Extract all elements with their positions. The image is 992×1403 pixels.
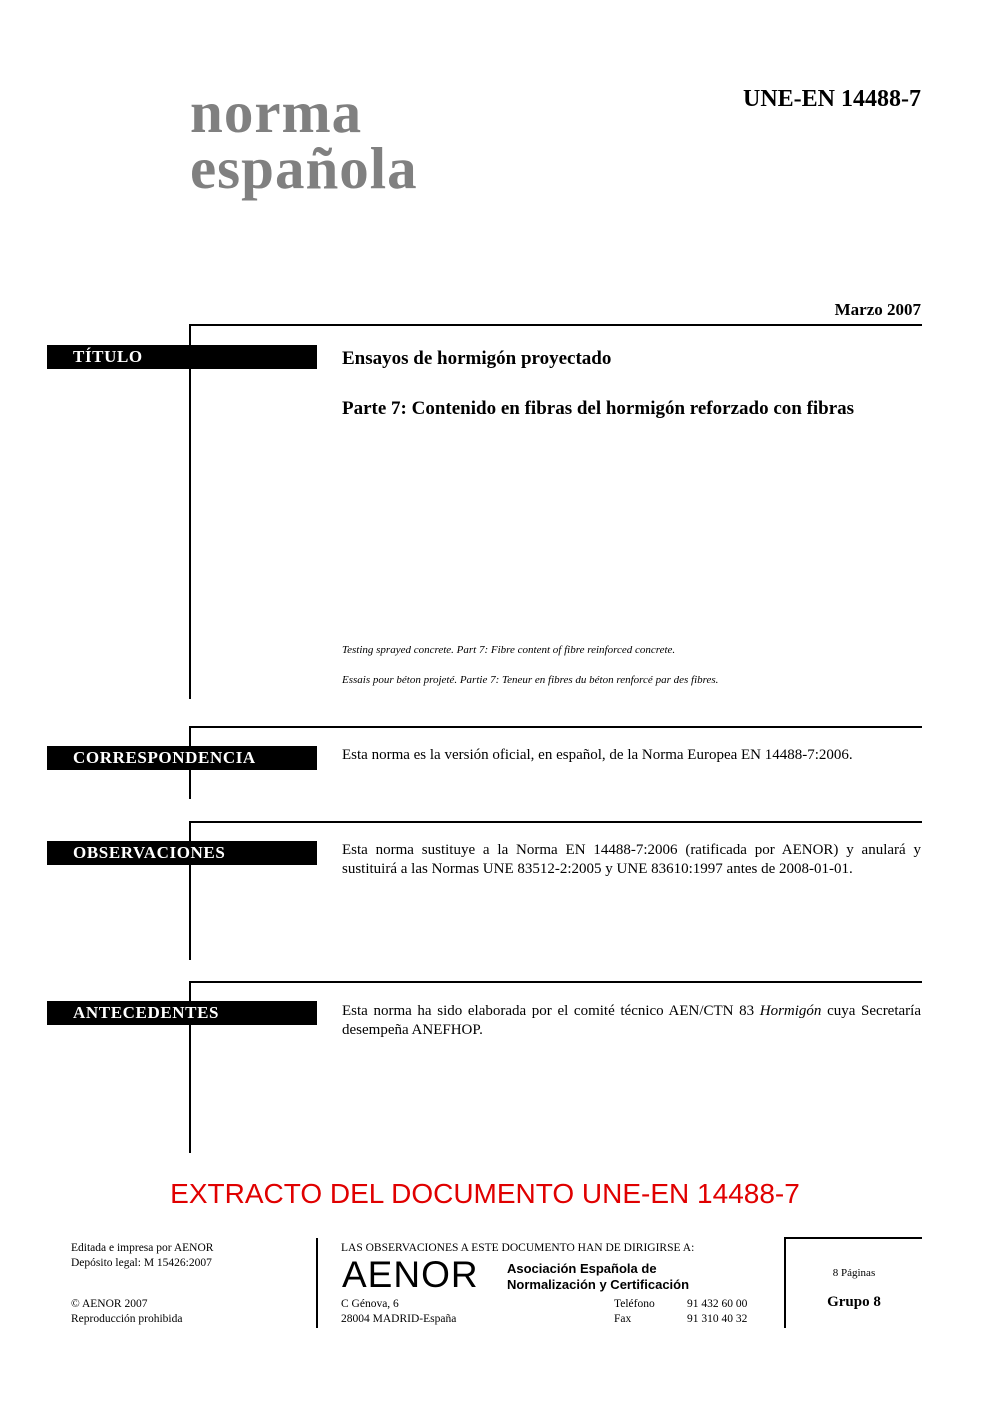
footer-edited: Editada e impresa por AENOR: [71, 1242, 214, 1254]
correspondencia-text: Esta norma es la versión oficial, en español, de la Norma Europea EN 14488-7:2006.: [342, 747, 853, 763]
standard-number: UNE-EN 14488-7: [743, 86, 921, 112]
footer-contact-labels: [614, 1297, 655, 1327]
footer-vrule-left: [316, 1238, 318, 1328]
brand-line2: española: [190, 135, 418, 201]
antecedentes-text: [342, 1002, 921, 1040]
brand-title: [190, 79, 418, 201]
price-group: Grupo 8: [827, 1294, 881, 1310]
aenor-sub-line2: Normalización y Certificación: [507, 1277, 690, 1292]
antecedentes-text-start: Esta norma ha sido elaborada por el comité técnico AEN/CTN 83: [342, 1003, 760, 1019]
footer-copyright-info: [71, 1297, 182, 1327]
observaciones-text: Esta norma sustituye a la Norma EN 14488-7:2006 (ratificada por AENOR) y anulará y sustituirá a las Normas UNE 83512-2:2005 y UNE 83610:1997 antes de 2008-01-01.: [342, 842, 921, 877]
footer-box-top: [784, 1237, 922, 1239]
footer-copyright: © AENOR 2007: [71, 1298, 148, 1310]
title-english: Testing sprayed concrete. Part 7: Fibre content of fibre reinforced concrete.: [342, 644, 676, 656]
footer-box-left: [784, 1237, 786, 1328]
address-line2: 28004 MADRID-España: [341, 1313, 457, 1325]
label-antecedentes: ANTECEDENTES: [47, 1001, 317, 1025]
footer-reproduction: Reproducción prohibida: [71, 1313, 183, 1325]
extract-notice: EXTRACTO DEL DOCUMENTO UNE-EN 14488-7: [170, 1178, 800, 1209]
label-observaciones: OBSERVACIONES: [47, 841, 317, 865]
footer-address: [341, 1297, 456, 1327]
footer-edition-info: [71, 1241, 213, 1271]
vrule-titulo: [189, 324, 191, 699]
divider-correspondencia: [189, 726, 922, 728]
divider-titulo: [189, 324, 922, 326]
footer-deposit: Depósito legal: M 15426:2007: [71, 1257, 212, 1269]
phone-label: Teléfono: [614, 1298, 655, 1310]
aenor-sub-line1: Asociación Española de: [507, 1261, 657, 1276]
address-line1: C Génova, 6: [341, 1298, 399, 1310]
fax-label: Fax: [614, 1313, 632, 1325]
footer-contact-values: [687, 1297, 747, 1327]
phone-number: 91 432 60 00: [687, 1298, 748, 1310]
divider-antecedentes: [189, 981, 922, 983]
footer-observations-header: LAS OBSERVACIONES A ESTE DOCUMENTO HAN DE DIRIGIRSE A:: [341, 1242, 695, 1254]
publication-date: Marzo 2007: [834, 300, 921, 319]
aenor-logo-subtitle: [507, 1261, 689, 1293]
document-title: Ensayos de hormigón proyectado: [342, 348, 612, 369]
label-titulo: TÍTULO: [47, 345, 317, 369]
title-french: Essais pour béton projeté. Partie 7: Teneur en fibres du béton renforcé par des fibres.: [342, 674, 719, 686]
antecedentes-committee-name: Hormigón: [759, 1003, 822, 1019]
brand-line1: norma: [190, 79, 363, 145]
label-correspondencia: CORRESPONDENCIA: [47, 746, 317, 770]
aenor-logo: AENOR: [342, 1254, 479, 1295]
document-subtitle: Parte 7: Contenido en fibras del hormigón reforzado con fibras: [342, 398, 855, 419]
page-count: 8 Páginas: [832, 1267, 876, 1279]
antecedentes-text-end: cuya Secretaría desempeña ANEFHOP.: [342, 1003, 921, 1038]
divider-observaciones: [189, 821, 922, 823]
fax-number: 91 310 40 32: [687, 1313, 748, 1325]
